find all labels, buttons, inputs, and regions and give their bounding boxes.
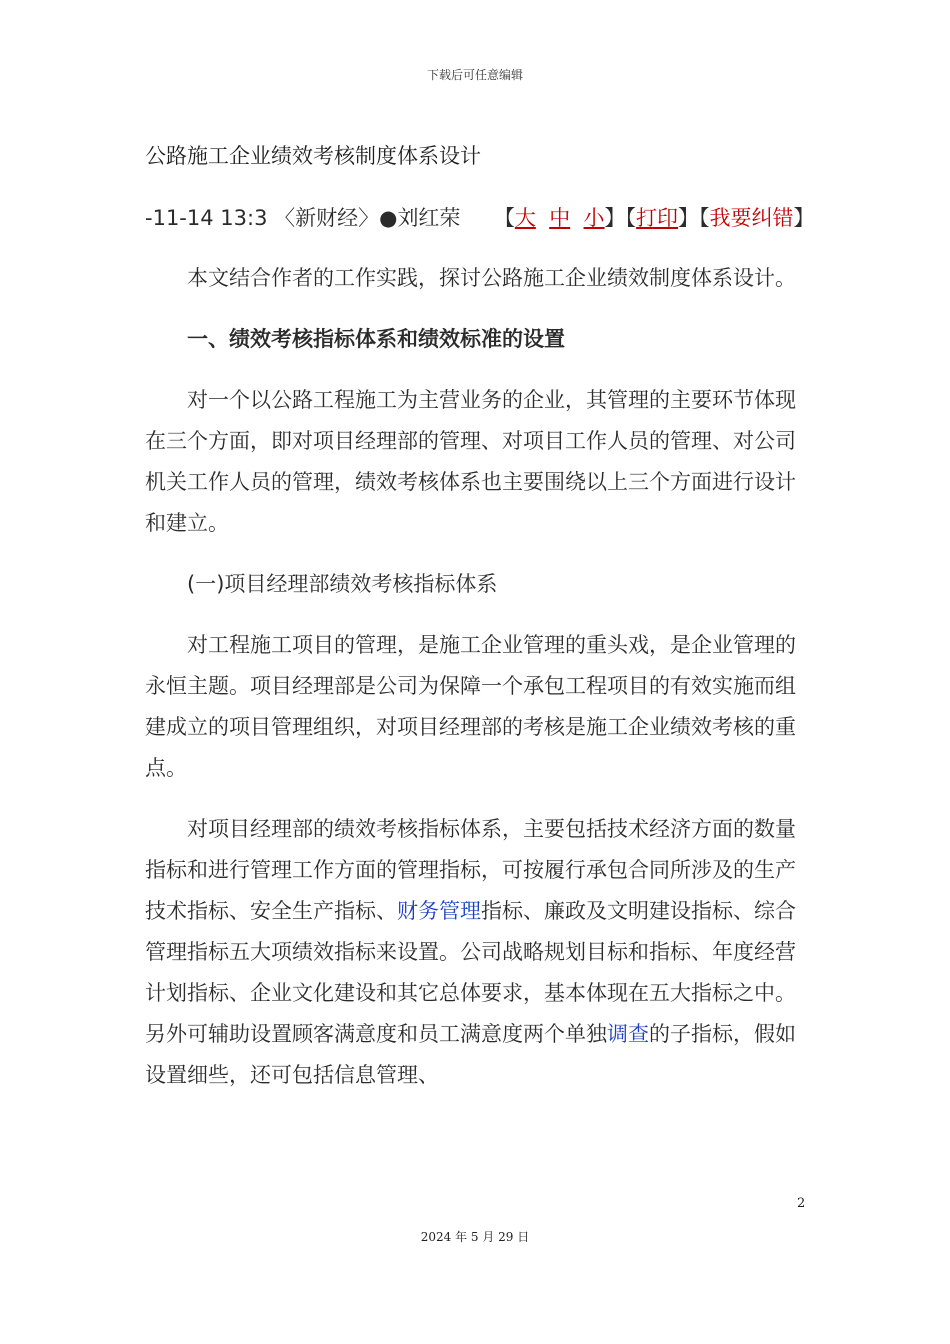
financial-management-link[interactable]: 财务管理: [397, 899, 481, 923]
error-bracket-open: 【: [699, 206, 710, 230]
paragraph-text: 的子指标，假如设置细些，还可包括信息管理、: [145, 1022, 796, 1087]
paragraph-indicator-system: [145, 809, 815, 1096]
page-footer-date: 2024 年 5 月 29 日: [420, 1230, 530, 1244]
size-bracket-close: 】: [604, 206, 626, 230]
paragraph-management-overview: 对一个以公路工程施工为主营业务的企业，其管理的主要环节体现在三个方面，即对项目经理部的管理、对项目工作人员的管理、对公司机关工作人员的管理，绩效考核体系也主要围绕以上三个方面进行设计和建立。: [145, 388, 796, 535]
article-meta: [145, 198, 815, 239]
subsection-heading: (一)项目经理部绩效考核指标体系: [187, 572, 498, 596]
paragraph-project-management: 对工程施工项目的管理，是施工企业管理的重头戏，是企业管理的永恒主题。项目经理部是公司为保障一个承包工程项目的有效实施而组建成立的项目管理组织，对项目经理部的考核是施工企业绩效考核的重点。: [145, 633, 796, 780]
source-name: 〈新财经〉: [274, 206, 380, 230]
print-link[interactable]: 打印: [636, 206, 679, 230]
print-bracket-open: 【: [625, 206, 637, 230]
paragraph-text: 对项目经理部的绩效考核指标体系，主要包括技术经济方面的数量指标和进行管理工作方面的管理指标，可按履行承包合同所涉及的生产技术指标、安全生产指标、: [145, 817, 796, 923]
intro-paragraph: 本文结合作者的工作实践，探讨公路施工企业绩效制度体系设计。: [187, 266, 796, 290]
font-size-medium-link[interactable]: 中: [549, 206, 571, 230]
section-heading: 一、绩效考核指标体系和绩效标准的设置: [187, 327, 565, 351]
page-header: 下载后可任意编辑: [426, 68, 523, 82]
report-error-link[interactable]: 我要纠错: [709, 206, 794, 230]
font-size-large-link[interactable]: 大: [514, 206, 536, 230]
survey-link[interactable]: 调查: [607, 1022, 649, 1046]
author-name: 刘红荣: [397, 206, 461, 230]
article-body: [145, 136, 815, 1116]
publish-date: -11-14 13:3: [145, 206, 275, 230]
error-bracket-close: 】: [793, 206, 815, 230]
bullet-icon: ●: [379, 206, 398, 230]
print-bracket-close: 】: [678, 206, 700, 230]
font-size-small-link[interactable]: 小: [583, 206, 605, 230]
page-number: 2: [797, 1196, 806, 1211]
paragraph-text: 指标、廉政及文明建设指标、综合管理指标五大项绩效指标来设置。公司战略规划目标和指标、年度经营计划指标、企业文化建设和其它总体要求，基本体现在五大指标之中。另外可辅助设置顾客满意度和员工满意度两个单独: [145, 899, 796, 1046]
article-title: 公路施工企业绩效考核制度体系设计: [145, 144, 481, 168]
size-bracket-open: 【: [493, 206, 515, 230]
